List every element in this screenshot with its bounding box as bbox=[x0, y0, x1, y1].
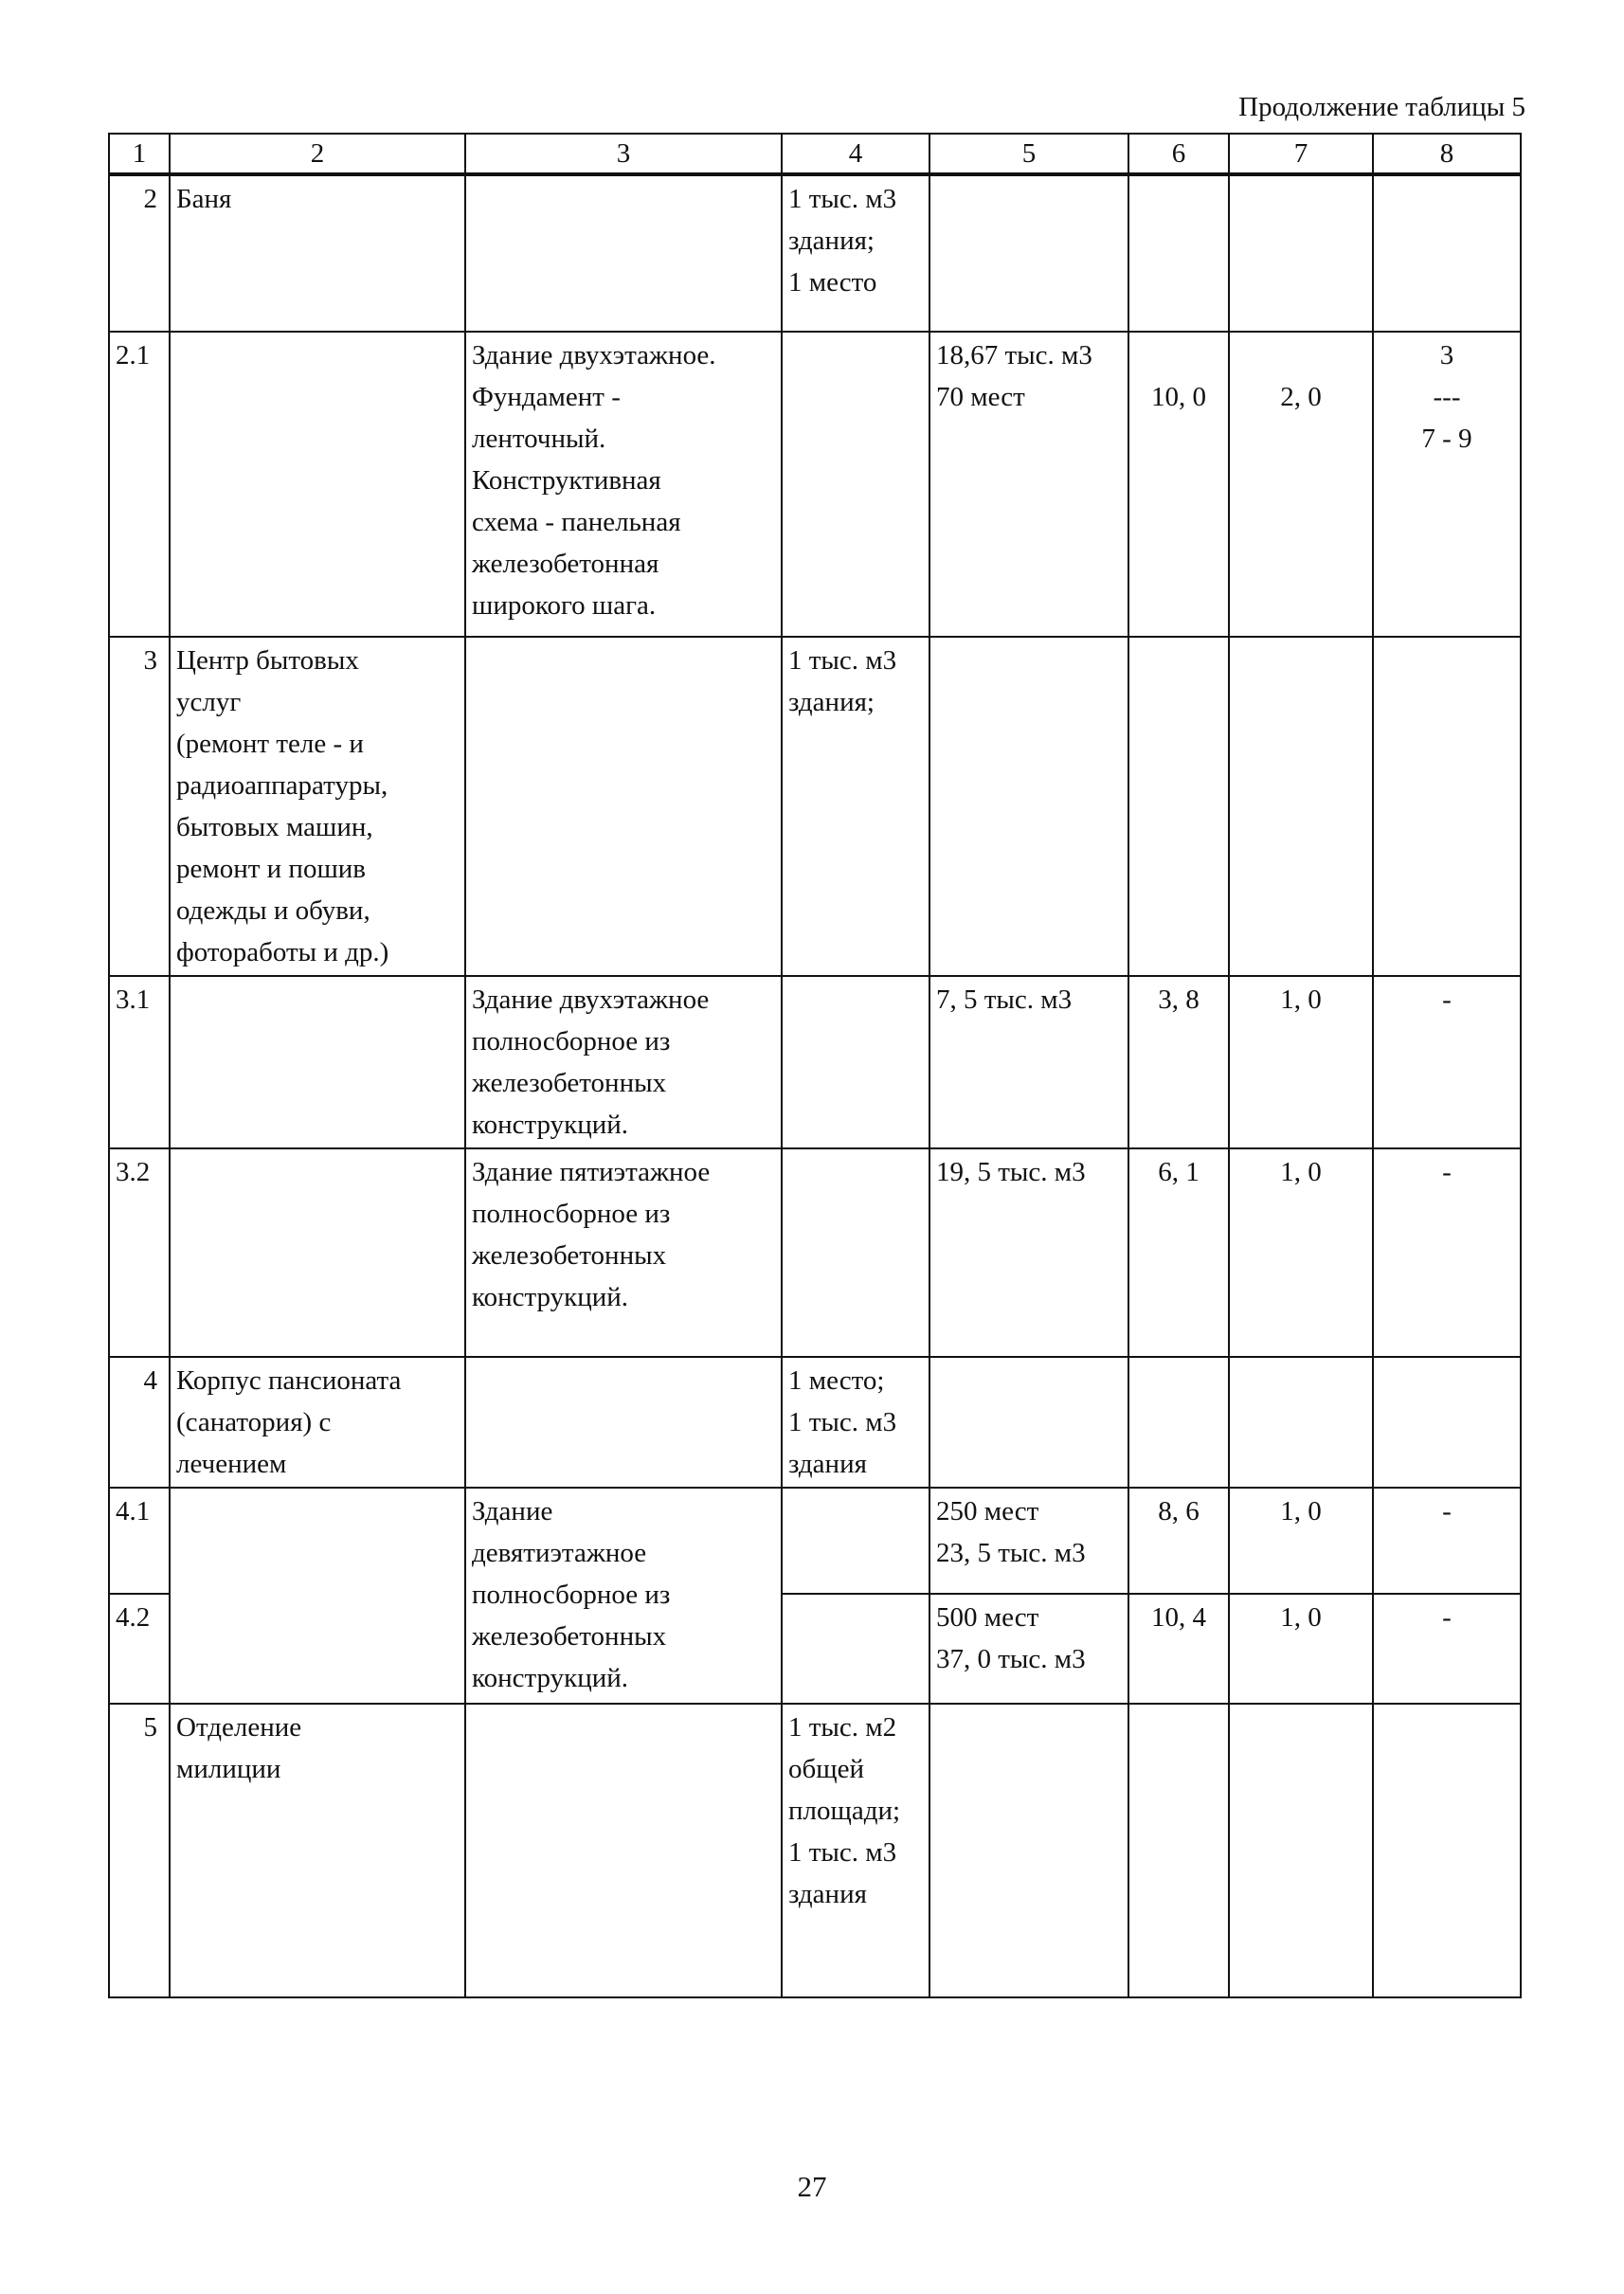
table-body bbox=[109, 174, 1521, 1997]
cell-unit bbox=[782, 332, 929, 637]
cell-object: Отделение милиции bbox=[170, 1704, 465, 1997]
cell-description: Здание девятиэтажное полносборное из железобетонных конструкций. bbox=[465, 1488, 782, 1704]
cell-col8 bbox=[1373, 1357, 1521, 1488]
cell-description: Здание двухэтажное полносборное из железобетонных конструкций. bbox=[465, 976, 782, 1148]
cell-description: Здание двухэтажное. Фундамент - ленточный. Конструктивная схема - панельная железобетонная широкого шага. bbox=[465, 332, 782, 637]
header-col-6: 6 bbox=[1128, 134, 1229, 174]
cell-col6 bbox=[1128, 174, 1229, 332]
cell-col6: 6, 1 bbox=[1128, 1148, 1229, 1357]
cell-col7: 1, 0 bbox=[1229, 976, 1373, 1148]
cell-col6: 8, 6 bbox=[1128, 1488, 1229, 1594]
header-col-4: 4 bbox=[782, 134, 929, 174]
cell-col7: 1, 0 bbox=[1229, 1148, 1373, 1357]
header-col-3: 3 bbox=[465, 134, 782, 174]
table-row bbox=[109, 174, 1521, 332]
cell-capacity bbox=[929, 1704, 1128, 1997]
cell-col7 bbox=[1229, 1704, 1373, 1997]
cell-col6 bbox=[1128, 1704, 1229, 1997]
cell-col6 bbox=[1128, 637, 1229, 976]
cell-col8 bbox=[1373, 637, 1521, 976]
cell-object bbox=[170, 976, 465, 1148]
cell-number: 2.1 bbox=[109, 332, 170, 637]
table-row bbox=[109, 332, 1521, 637]
cell-unit: 1 тыс. м3 здания; bbox=[782, 637, 929, 976]
cell-col8: - bbox=[1373, 1148, 1521, 1357]
cell-col8 bbox=[1373, 174, 1521, 332]
cell-description bbox=[465, 1704, 782, 1997]
cell-capacity: 250 мест 23, 5 тыс. м3 bbox=[929, 1488, 1128, 1594]
cell-unit bbox=[782, 1594, 929, 1704]
cell-object: Корпус пансионата (санатория) с лечением bbox=[170, 1357, 465, 1488]
cell-description bbox=[465, 1357, 782, 1488]
table-header bbox=[109, 134, 1521, 174]
cell-unit bbox=[782, 976, 929, 1148]
page-number: 27 bbox=[797, 2170, 827, 2203]
cell-capacity: 7, 5 тыс. м3 bbox=[929, 976, 1128, 1148]
header-col-8: 8 bbox=[1373, 134, 1521, 174]
cell-number: 4.2 bbox=[109, 1594, 170, 1704]
cell-capacity: 19, 5 тыс. м3 bbox=[929, 1148, 1128, 1357]
cell-unit: 1 тыс. м3 здания; 1 место bbox=[782, 174, 929, 332]
cell-description bbox=[465, 637, 782, 976]
cell-number: 3.1 bbox=[109, 976, 170, 1148]
cell-number: 2 bbox=[109, 174, 170, 332]
cell-object bbox=[170, 1488, 465, 1704]
cell-col8 bbox=[1373, 1704, 1521, 1997]
cell-capacity: 500 мест 37, 0 тыс. м3 bbox=[929, 1594, 1128, 1704]
table-row bbox=[109, 976, 1521, 1148]
cell-col7: 1, 0 bbox=[1229, 1594, 1373, 1704]
table-row bbox=[109, 637, 1521, 976]
table-row bbox=[109, 1488, 1521, 1594]
cell-number: 5 bbox=[109, 1704, 170, 1997]
header-col-7: 7 bbox=[1229, 134, 1373, 174]
cell-col7 bbox=[1229, 174, 1373, 332]
cell-col7 bbox=[1229, 1357, 1373, 1488]
cell-col7: 2, 0 bbox=[1229, 332, 1373, 637]
cell-col6 bbox=[1128, 1357, 1229, 1488]
cell-col8: 3 --- 7 - 9 bbox=[1373, 332, 1521, 637]
table-row bbox=[109, 1357, 1521, 1488]
cell-number: 4.1 bbox=[109, 1488, 170, 1594]
table-row bbox=[109, 1704, 1521, 1997]
cell-capacity bbox=[929, 1357, 1128, 1488]
cell-unit bbox=[782, 1488, 929, 1594]
cell-number: 3.2 bbox=[109, 1148, 170, 1357]
cell-col7: 1, 0 bbox=[1229, 1488, 1373, 1594]
cell-object: Баня bbox=[170, 174, 465, 332]
cell-number: 4 bbox=[109, 1357, 170, 1488]
cell-unit: 1 место; 1 тыс. м3 здания bbox=[782, 1357, 929, 1488]
header-row bbox=[109, 134, 1521, 174]
cell-col8: - bbox=[1373, 976, 1521, 1148]
data-table bbox=[108, 133, 1522, 1998]
table-row bbox=[109, 1148, 1521, 1357]
cell-capacity bbox=[929, 174, 1128, 332]
header-col-1: 1 bbox=[109, 134, 170, 174]
cell-unit bbox=[782, 1148, 929, 1357]
cell-object bbox=[170, 1148, 465, 1357]
cell-unit: 1 тыс. м2 общей площади; 1 тыс. м3 здания bbox=[782, 1704, 929, 1997]
cell-number: 3 bbox=[109, 637, 170, 976]
cell-col7 bbox=[1229, 637, 1373, 976]
cell-col6: 10, 4 bbox=[1128, 1594, 1229, 1704]
cell-description bbox=[465, 174, 782, 332]
cell-object bbox=[170, 332, 465, 637]
cell-col8: - bbox=[1373, 1594, 1521, 1704]
cell-capacity: 18,67 тыс. м3 70 мест bbox=[929, 332, 1128, 637]
cell-col6: 10, 0 bbox=[1128, 332, 1229, 637]
cell-col8: - bbox=[1373, 1488, 1521, 1594]
cell-col6: 3, 8 bbox=[1128, 976, 1229, 1148]
cell-description: Здание пятиэтажное полносборное из железобетонных конструкций. bbox=[465, 1148, 782, 1357]
header-col-5: 5 bbox=[929, 134, 1128, 174]
table-caption: Продолжение таблицы 5 bbox=[1238, 92, 1525, 122]
cell-capacity bbox=[929, 637, 1128, 976]
header-col-2: 2 bbox=[170, 134, 465, 174]
cell-object: Центр бытовых услуг (ремонт теле - и радиоаппаратуры, бытовых машин, ремонт и пошив одежды и обуви, фотоработы и др.) bbox=[170, 637, 465, 976]
